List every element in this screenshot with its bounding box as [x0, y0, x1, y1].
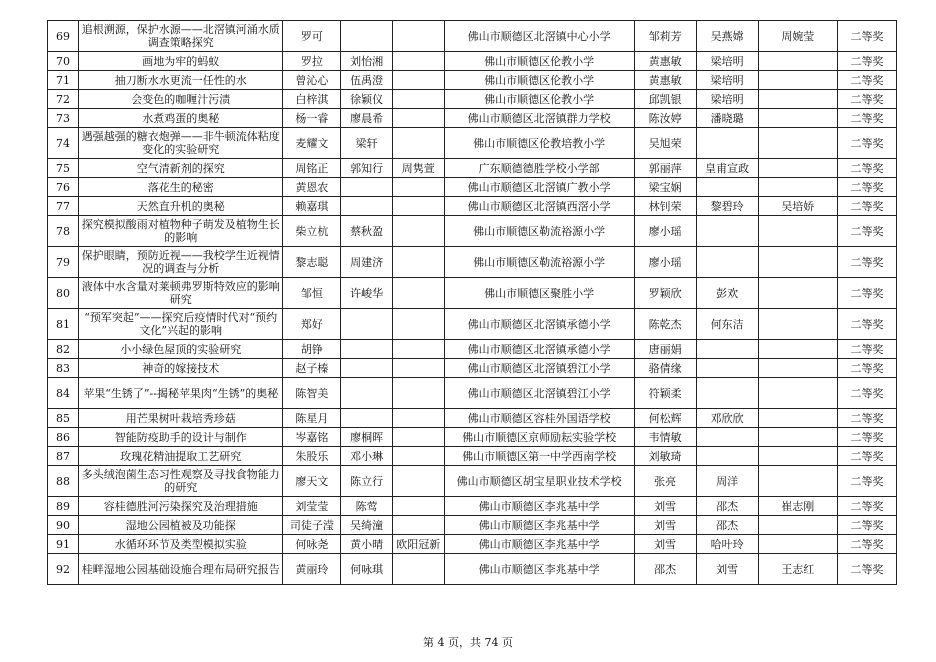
row-number: 76 — [48, 178, 79, 197]
teacher-name: 刘雪 — [634, 516, 696, 535]
awards-table — [47, 20, 897, 585]
teacher-name — [758, 128, 838, 159]
teacher-name — [758, 535, 838, 554]
student-name: 陈星月 — [283, 409, 341, 428]
student-name: 梁轩 — [341, 128, 393, 159]
teacher-name: 吴旭荣 — [634, 128, 696, 159]
award-level: 二等奖 — [838, 378, 897, 409]
project-title: 落花生的秘密 — [78, 178, 283, 197]
student-name — [392, 378, 444, 409]
teacher-name: 邓欣欣 — [696, 409, 758, 428]
student-name: 邹恒 — [283, 278, 341, 309]
student-name: 陈莺 — [341, 497, 393, 516]
project-title: 会变色的咖喱汁污渍 — [78, 90, 283, 109]
student-name — [392, 109, 444, 128]
table-row — [48, 466, 897, 497]
teacher-name — [758, 466, 838, 497]
school-name: 佛山市顺德区李兆基中学 — [444, 516, 634, 535]
teacher-name: 周洋 — [696, 466, 758, 497]
student-name: 廖晨希 — [341, 109, 393, 128]
student-name: 郭知行 — [341, 159, 393, 178]
school-name: 佛山市顺德区李兆基中学 — [444, 535, 634, 554]
teacher-name: 梁宝娴 — [634, 178, 696, 197]
teacher-name: 哈叶玲 — [696, 535, 758, 554]
award-level: 二等奖 — [838, 535, 897, 554]
teacher-name — [758, 340, 838, 359]
student-name — [392, 71, 444, 90]
row-number: 81 — [48, 309, 79, 340]
student-name: 周铭正 — [283, 159, 341, 178]
project-title: 液体中水含量对莱顿弗罗斯特效应的影响研究 — [78, 278, 283, 309]
teacher-name: 邵杰 — [696, 497, 758, 516]
teacher-name: 梁培明 — [696, 90, 758, 109]
student-name: 司徒子滢 — [283, 516, 341, 535]
award-level: 二等奖 — [838, 516, 897, 535]
award-level: 二等奖 — [838, 128, 897, 159]
student-name — [392, 309, 444, 340]
teacher-name: 何松辉 — [634, 409, 696, 428]
table-row — [48, 216, 897, 247]
student-name: 邓小琳 — [341, 447, 393, 466]
student-name: 赵子榛 — [283, 359, 341, 378]
row-number: 85 — [48, 409, 79, 428]
row-number: 73 — [48, 109, 79, 128]
project-title: 玫瑰花精油提取工艺研究 — [78, 447, 283, 466]
project-title: 保护眼睛，预防近视——我校学生近视情况的调查与分析 — [78, 247, 283, 278]
student-name: 欧阳冠新 — [392, 535, 444, 554]
table-row — [48, 497, 897, 516]
school-name: 佛山市顺德区李兆基中学 — [444, 554, 634, 585]
student-name: 刘怡湘 — [341, 52, 393, 71]
teacher-name: 梁培明 — [696, 52, 758, 71]
row-number: 90 — [48, 516, 79, 535]
project-title: 湿地公园植被及功能探 — [78, 516, 283, 535]
student-name — [341, 309, 393, 340]
teacher-name — [758, 447, 838, 466]
teacher-name — [758, 90, 838, 109]
school-name: 佛山市顺德区北滘镇西滘小学 — [444, 197, 634, 216]
award-level: 二等奖 — [838, 554, 897, 585]
teacher-name: 廖小瑶 — [634, 247, 696, 278]
school-name: 佛山市顺德区胡宝星职业技术学校 — [444, 466, 634, 497]
project-title: 追根溯源，保护水源——北滘镇河涌水质调查策略探究 — [78, 21, 283, 52]
table-row — [48, 52, 897, 71]
student-name — [392, 90, 444, 109]
teacher-name — [758, 428, 838, 447]
award-level: 二等奖 — [838, 197, 897, 216]
teacher-name: 张亮 — [634, 466, 696, 497]
teacher-name — [758, 516, 838, 535]
row-number: 75 — [48, 159, 79, 178]
student-name: 廖桐晖 — [341, 428, 393, 447]
teacher-name — [696, 216, 758, 247]
teacher-name: 吴燕嫦 — [696, 21, 758, 52]
award-level: 二等奖 — [838, 71, 897, 90]
student-name — [392, 197, 444, 216]
table-row — [48, 247, 897, 278]
teacher-name: 梁培明 — [696, 71, 758, 90]
row-number: 82 — [48, 340, 79, 359]
school-name: 佛山市顺德区聚胜小学 — [444, 278, 634, 309]
student-name — [341, 340, 393, 359]
project-title: 空气清新剂的探究 — [78, 159, 283, 178]
row-number: 71 — [48, 71, 79, 90]
row-number: 83 — [48, 359, 79, 378]
teacher-name: 刘雪 — [634, 535, 696, 554]
teacher-name — [758, 159, 838, 178]
teacher-name: 韦情敏 — [634, 428, 696, 447]
student-name — [392, 340, 444, 359]
student-name — [392, 21, 444, 52]
student-name — [392, 428, 444, 447]
award-level: 二等奖 — [838, 409, 897, 428]
school-name: 佛山市顺德区京师励耘实验学校 — [444, 428, 634, 447]
school-name: 佛山市顺德区第一中学西南学校 — [444, 447, 634, 466]
award-level: 二等奖 — [838, 497, 897, 516]
school-name: 佛山市顺德区伦教小学 — [444, 90, 634, 109]
table-row — [48, 90, 897, 109]
student-name — [392, 497, 444, 516]
teacher-name: 陈汝婷 — [634, 109, 696, 128]
teacher-name — [696, 247, 758, 278]
teacher-name: 刘敏琦 — [634, 447, 696, 466]
teacher-name: 骆倩缘 — [634, 359, 696, 378]
school-name: 佛山市顺德区李兆基中学 — [444, 497, 634, 516]
row-number: 91 — [48, 535, 79, 554]
award-level: 二等奖 — [838, 90, 897, 109]
project-title: 水循环环节及类型模拟实验 — [78, 535, 283, 554]
award-level: 二等奖 — [838, 340, 897, 359]
student-name: 吴绮潼 — [341, 516, 393, 535]
teacher-name — [758, 378, 838, 409]
table-row — [48, 309, 897, 340]
project-title: 抽刀断水水更流一任性的水 — [78, 71, 283, 90]
award-level: 二等奖 — [838, 247, 897, 278]
student-name — [341, 21, 393, 52]
teacher-name: 王志红 — [758, 554, 838, 585]
project-title: 遇强越强的糖衣炮弹——非牛顿流体粘度变化的实验研究 — [78, 128, 283, 159]
school-name: 佛山市顺德区勒流裕源小学 — [444, 247, 634, 278]
project-title: 神奇的嫁接技术 — [78, 359, 283, 378]
table-row — [48, 535, 897, 554]
teacher-name — [696, 340, 758, 359]
student-name: 蔡秋盈 — [341, 216, 393, 247]
page-footer: 第 4 页，共 74 页 — [423, 636, 513, 649]
student-name: 黎志聪 — [283, 247, 341, 278]
award-level: 二等奖 — [838, 21, 897, 52]
award-level: 二等奖 — [838, 309, 897, 340]
student-name — [392, 216, 444, 247]
teacher-name — [696, 178, 758, 197]
student-name: 赖嘉琪 — [283, 197, 341, 216]
table-row — [48, 447, 897, 466]
student-name: 杨一睿 — [283, 109, 341, 128]
school-name: 佛山市顺德区北滘镇群力学校 — [444, 109, 634, 128]
project-title: 画地为牢的蚂蚁 — [78, 52, 283, 71]
teacher-name — [758, 52, 838, 71]
project-title: 水煮鸡蛋的奥秘 — [78, 109, 283, 128]
student-name — [392, 447, 444, 466]
row-number: 72 — [48, 90, 79, 109]
award-level: 二等奖 — [838, 216, 897, 247]
row-number: 87 — [48, 447, 79, 466]
student-name — [341, 197, 393, 216]
project-title: 小小绿色屋顶的实验研究 — [78, 340, 283, 359]
project-title: 容桂德胜河污染探究及治理措施 — [78, 497, 283, 516]
student-name: 徐颖仪 — [341, 90, 393, 109]
student-name: 刘莹莹 — [283, 497, 341, 516]
teacher-name: 潘晓璐 — [696, 109, 758, 128]
row-number: 69 — [48, 21, 79, 52]
teacher-name: 周婉莹 — [758, 21, 838, 52]
school-name: 广东顺德德胜学校小学部 — [444, 159, 634, 178]
teacher-name — [696, 359, 758, 378]
row-number: 88 — [48, 466, 79, 497]
project-title: 探究模拟酸雨对植物种子萌发及植物生长的影响 — [78, 216, 283, 247]
school-name: 佛山市顺德区伦教小学 — [444, 52, 634, 71]
teacher-name: 崔志刚 — [758, 497, 838, 516]
teacher-name — [696, 447, 758, 466]
student-name: 陈立行 — [341, 466, 393, 497]
teacher-name — [758, 178, 838, 197]
teacher-name — [758, 309, 838, 340]
student-name: 胡铮 — [283, 340, 341, 359]
school-name: 佛山市顺德区北滘镇中心小学 — [444, 21, 634, 52]
award-level: 二等奖 — [838, 466, 897, 497]
row-number: 78 — [48, 216, 79, 247]
table-row — [48, 109, 897, 128]
award-level: 二等奖 — [838, 359, 897, 378]
teacher-name: 郭丽萍 — [634, 159, 696, 178]
teacher-name — [696, 128, 758, 159]
table-row — [48, 409, 897, 428]
teacher-name: 符颖柔 — [634, 378, 696, 409]
student-name: 柴立杭 — [283, 216, 341, 247]
award-level: 二等奖 — [838, 52, 897, 71]
school-name: 佛山市顺德区伦教培教小学 — [444, 128, 634, 159]
table-row — [48, 128, 897, 159]
student-name: 曾沁心 — [283, 71, 341, 90]
row-number: 74 — [48, 128, 79, 159]
student-name: 朱股乐 — [283, 447, 341, 466]
table-row — [48, 159, 897, 178]
table-row — [48, 178, 897, 197]
row-number: 77 — [48, 197, 79, 216]
student-name: 廖天文 — [283, 466, 341, 497]
teacher-name — [758, 278, 838, 309]
award-level: 二等奖 — [838, 109, 897, 128]
row-number: 70 — [48, 52, 79, 71]
project-title: 桂畔湿地公园基础设施合理布局研究报告 — [78, 554, 283, 585]
student-name: 何咏尧 — [283, 535, 341, 554]
student-name: 白梓淇 — [283, 90, 341, 109]
teacher-name: 刘雪 — [696, 554, 758, 585]
award-level: 二等奖 — [838, 428, 897, 447]
project-title: 苹果“生锈了”--揭秘苹果肉“生锈”的奥秘 — [78, 378, 283, 409]
table-row — [48, 516, 897, 535]
teacher-name: 邵杰 — [634, 554, 696, 585]
student-name: 罗可 — [283, 21, 341, 52]
award-level: 二等奖 — [838, 159, 897, 178]
student-name — [392, 278, 444, 309]
student-name: 黄小晴 — [341, 535, 393, 554]
teacher-name: 皇甫宣政 — [696, 159, 758, 178]
student-name — [392, 359, 444, 378]
project-title: 天然直升机的奥秘 — [78, 197, 283, 216]
teacher-name: 陈乾杰 — [634, 309, 696, 340]
student-name — [392, 466, 444, 497]
teacher-name — [758, 247, 838, 278]
student-name: 郑好 — [283, 309, 341, 340]
teacher-name: 邱凯银 — [634, 90, 696, 109]
teacher-name — [758, 216, 838, 247]
teacher-name — [758, 359, 838, 378]
school-name: 佛山市顺德区容桂外国语学校 — [444, 409, 634, 428]
school-name: 佛山市顺德区伦教小学 — [444, 71, 634, 90]
student-name — [392, 52, 444, 71]
row-number: 80 — [48, 278, 79, 309]
teacher-name: 刘雪 — [634, 497, 696, 516]
award-level: 二等奖 — [838, 447, 897, 466]
student-name: 周建济 — [341, 247, 393, 278]
row-number: 84 — [48, 378, 79, 409]
student-name — [341, 178, 393, 197]
teacher-name: 何东洁 — [696, 309, 758, 340]
school-name: 佛山市顺德区北滘镇碧江小学 — [444, 378, 634, 409]
student-name: 岑嘉铭 — [283, 428, 341, 447]
teacher-name: 黎碧玲 — [696, 197, 758, 216]
teacher-name: 黄惠敏 — [634, 52, 696, 71]
teacher-name: 邵杰 — [696, 516, 758, 535]
school-name: 佛山市顺德区北滘镇碧江小学 — [444, 359, 634, 378]
student-name — [392, 178, 444, 197]
table-row — [48, 278, 897, 309]
row-number: 89 — [48, 497, 79, 516]
student-name — [341, 359, 393, 378]
school-name: 佛山市顺德区北滘镇承德小学 — [444, 309, 634, 340]
student-name: 麦耀文 — [283, 128, 341, 159]
table-row — [48, 71, 897, 90]
table-row — [48, 428, 897, 447]
student-name: 黄丽玲 — [283, 554, 341, 585]
teacher-name: 罗颖欣 — [634, 278, 696, 309]
award-level: 二等奖 — [838, 278, 897, 309]
student-name — [392, 516, 444, 535]
teacher-name — [696, 428, 758, 447]
student-name — [392, 554, 444, 585]
table-row — [48, 554, 897, 585]
row-number: 92 — [48, 554, 79, 585]
table-row — [48, 197, 897, 216]
student-name — [392, 128, 444, 159]
student-name — [392, 247, 444, 278]
teacher-name: 唐丽娟 — [634, 340, 696, 359]
row-number: 86 — [48, 428, 79, 447]
student-name — [341, 409, 393, 428]
student-name: 伍禹澄 — [341, 71, 393, 90]
teacher-name: 廖小瑶 — [634, 216, 696, 247]
teacher-name — [758, 71, 838, 90]
teacher-name: 林钊荣 — [634, 197, 696, 216]
table-row — [48, 378, 897, 409]
project-title: 用芒果树叶栽培秀珍菇 — [78, 409, 283, 428]
student-name: 许峻华 — [341, 278, 393, 309]
teacher-name: 彭欢 — [696, 278, 758, 309]
row-number: 79 — [48, 247, 79, 278]
teacher-name: 黄惠敏 — [634, 71, 696, 90]
teacher-name — [758, 409, 838, 428]
student-name: 黄恩农 — [283, 178, 341, 197]
student-name: 陈智美 — [283, 378, 341, 409]
school-name: 佛山市顺德区勒流裕源小学 — [444, 216, 634, 247]
award-level: 二等奖 — [838, 178, 897, 197]
teacher-name — [758, 109, 838, 128]
teacher-name: 吴培娇 — [758, 197, 838, 216]
student-name: 何咏琪 — [341, 554, 393, 585]
student-name — [392, 409, 444, 428]
project-title: 多头绒泡菌生态习性观察及寻找食物能力的研究 — [78, 466, 283, 497]
student-name: 周隽萱 — [392, 159, 444, 178]
student-name: 罗拉 — [283, 52, 341, 71]
school-name: 佛山市顺德区北滘镇承德小学 — [444, 340, 634, 359]
teacher-name — [696, 378, 758, 409]
table-row — [48, 21, 897, 52]
student-name — [341, 378, 393, 409]
table-row — [48, 359, 897, 378]
school-name: 佛山市顺德区北滘镇广教小学 — [444, 178, 634, 197]
project-title: 智能防疫助手的设计与制作 — [78, 428, 283, 447]
project-title: “预军突起”——探究后疫情时代对“预约文化”兴起的影响 — [78, 309, 283, 340]
teacher-name: 邹莉芳 — [634, 21, 696, 52]
table-row — [48, 340, 897, 359]
